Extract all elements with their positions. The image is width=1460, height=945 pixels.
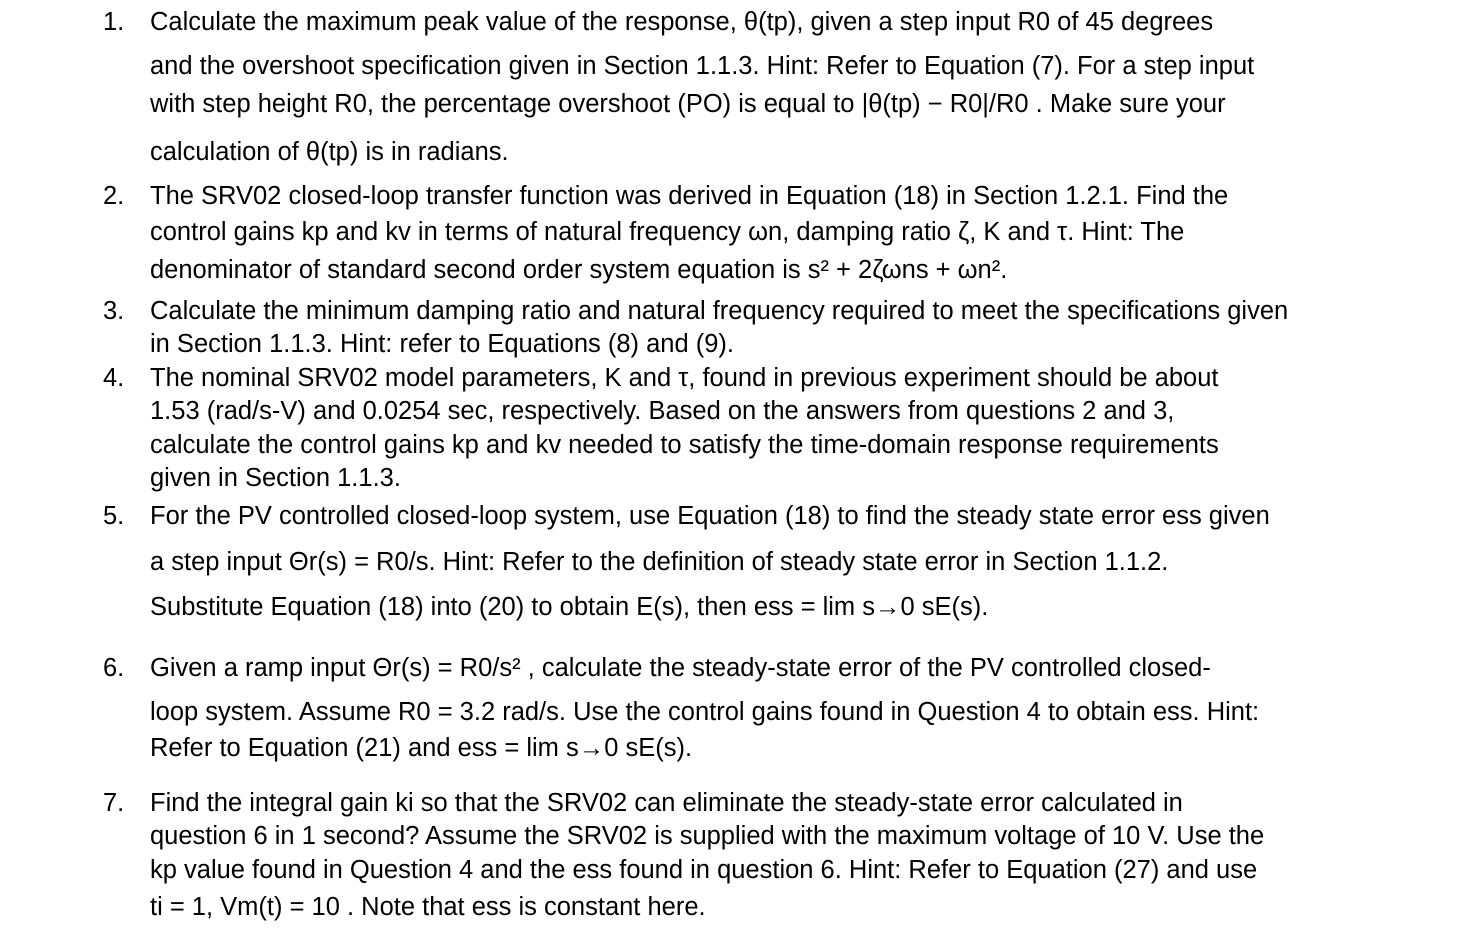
question-line: in Section 1.1.3. Hint: refer to Equations (8) and (9). bbox=[150, 330, 734, 358]
question-line: question 6 in 1 second? Assume the SRV02 is supplied with the maximum voltage of 10 V. Use the bbox=[150, 822, 1265, 850]
question-line: kp value found in Question 4 and the ess found in question 6. Hint: Refer to Equation (27) and use bbox=[150, 856, 1258, 884]
question-line: control gains kp and kv in terms of natural frequency ωn, damping ratio ζ, K and τ. Hint: The bbox=[150, 218, 1185, 246]
question-line: and the overshoot specification given in Section 1.1.3. Hint: Refer to Equation (7). For a step input bbox=[150, 52, 1255, 80]
question-line: loop system. Assume R0 = 3.2 rad/s. Use the control gains found in Question 4 to obtain ess. Hint: bbox=[150, 698, 1260, 726]
question-number: 6. bbox=[103, 654, 125, 682]
question-line: The nominal SRV02 model parameters, K and τ, found in previous experiment should be about bbox=[150, 364, 1219, 392]
question-line: For the PV controlled closed-loop system, use Equation (18) to find the steady state error ess given bbox=[150, 502, 1270, 530]
question-line: a step input Θr(s) = R0/s. Hint: Refer to the definition of steady state error in Section 1.1.2. bbox=[150, 548, 1169, 576]
question-line: calculation of θ(tp) is in radians. bbox=[150, 138, 509, 166]
question-number: 1. bbox=[103, 8, 125, 36]
question-number: 3. bbox=[103, 297, 125, 325]
question-number: 4. bbox=[103, 364, 125, 392]
question-line: Calculate the maximum peak value of the response, θ(tp), given a step input R0 of 45 degrees bbox=[150, 8, 1214, 36]
question-number: 7. bbox=[103, 789, 125, 817]
question-line: Find the integral gain ki so that the SRV02 can eliminate the steady-state error calculated in bbox=[150, 789, 1183, 817]
question-line: Calculate the minimum damping ratio and natural frequency required to meet the specifications given bbox=[150, 297, 1289, 325]
question-line: ti = 1, Vm(t) = 10 . Note that ess is constant here. bbox=[150, 893, 706, 921]
question-line: Given a ramp input Θr(s) = R0/s² , calculate the steady-state error of the PV controlled closed- bbox=[150, 654, 1211, 682]
question-line: 1.53 (rad/s-V) and 0.0254 sec, respectively. Based on the answers from questions 2 and 3, bbox=[150, 397, 1175, 425]
question-number: 2. bbox=[103, 182, 125, 210]
question-line: calculate the control gains kp and kv needed to satisfy the time-domain response requirements bbox=[150, 431, 1219, 459]
question-line: given in Section 1.1.3. bbox=[150, 464, 401, 492]
question-number: 5. bbox=[103, 502, 125, 530]
question-line: denominator of standard second order system equation is s² + 2ζωns + ωn². bbox=[150, 256, 1008, 284]
question-line: Substitute Equation (18) into (20) to obtain E(s), then ess = lim s→0 sE(s). bbox=[150, 593, 989, 621]
question-line: with step height R0, the percentage overshoot (PO) is equal to |θ(tp) − R0|/R0 . Make sure your bbox=[150, 90, 1226, 118]
question-line: The SRV02 closed-loop transfer function was derived in Equation (18) in Section 1.2.1. Find the bbox=[150, 182, 1229, 210]
question-line: Refer to Equation (21) and ess = lim s→0 sE(s). bbox=[150, 734, 693, 762]
